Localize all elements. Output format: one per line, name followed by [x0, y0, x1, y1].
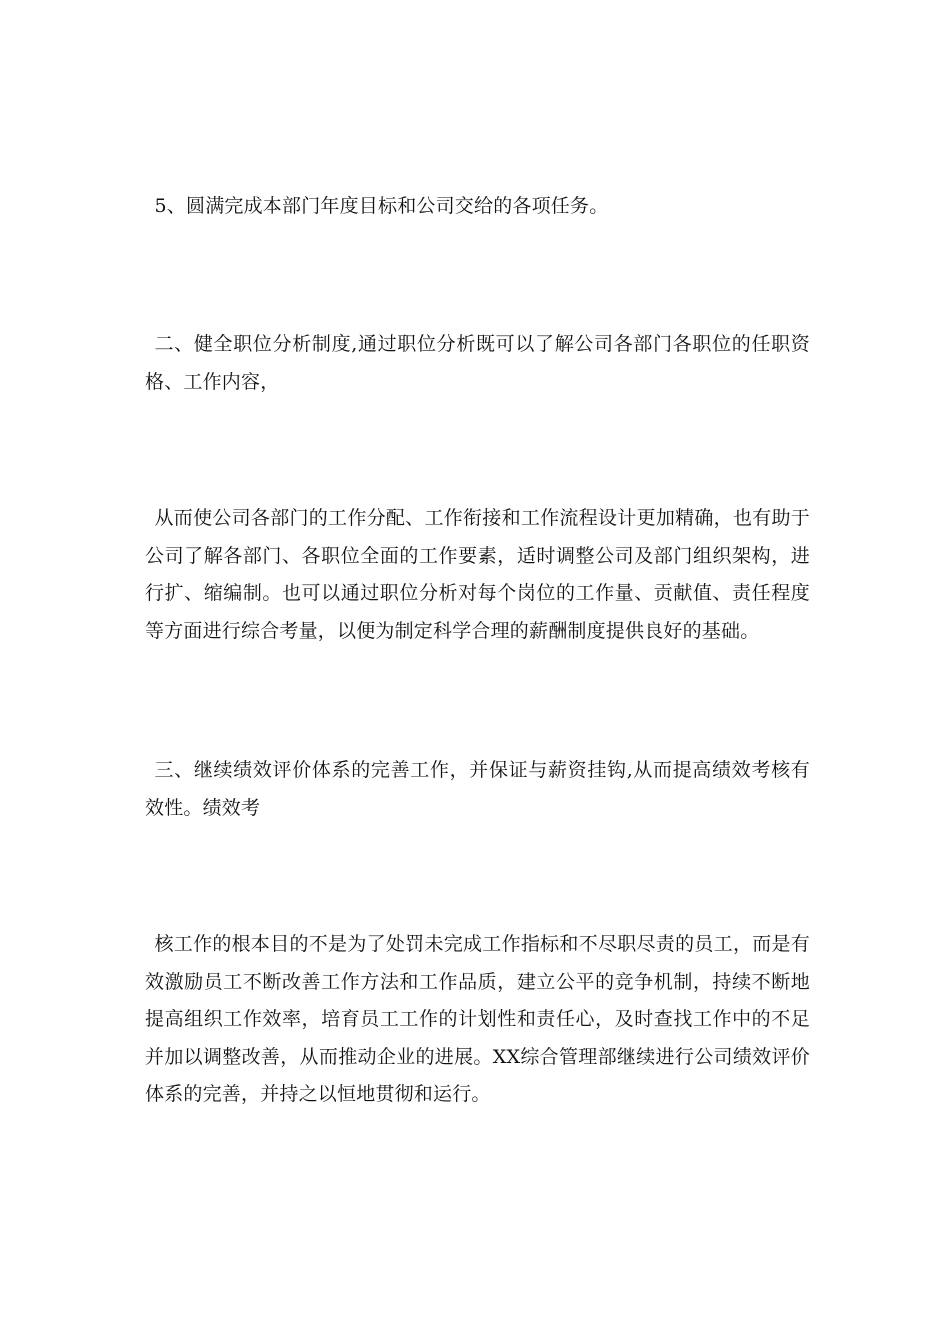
paragraph-job-analysis-body: 从而使公司各部门的工作分配、工作衔接和工作流程设计更加精确，也有助于公司了解各部门、各职位全面的工作要素，适时调整公司及部门组织架构，进行扩、缩编制。也可以通过职位分析对每个岗位的工作量、贡献值、责任程度等方面进行综合考量，以便为制定科学合理的薪酬制度提供良好的基础。 — [145, 507, 810, 642]
paragraph-task-completion: 5、圆满完成本部门年度目标和公司交给的各项任务。 — [154, 195, 609, 217]
paragraph-performance-body: 核工作的根本目的不是为了处罚未完成工作指标和不尽职尽责的员工，而是有效激励员工不断改善工作方法和工作品质，建立公平的竞争机制，持续不断地提高组织工作效率，培育员工工作的计划性和责任心，及时查找工作中的不足并加以调整改善，从而推动企业的进展。XX综合管理部继续进行公司绩效评价体系的完善，并持之以恒地贯彻和运行。 — [145, 933, 810, 1105]
paragraph-job-analysis-heading: 二、健全职位分析制度,通过职位分析既可以了解公司各部门各职位的任职资格、工作内容， — [145, 333, 810, 393]
paragraph-performance-heading: 三、继续绩效评价体系的完善工作，并保证与薪资挂钩,从而提高绩效考核有效性。绩效考 — [145, 759, 810, 819]
